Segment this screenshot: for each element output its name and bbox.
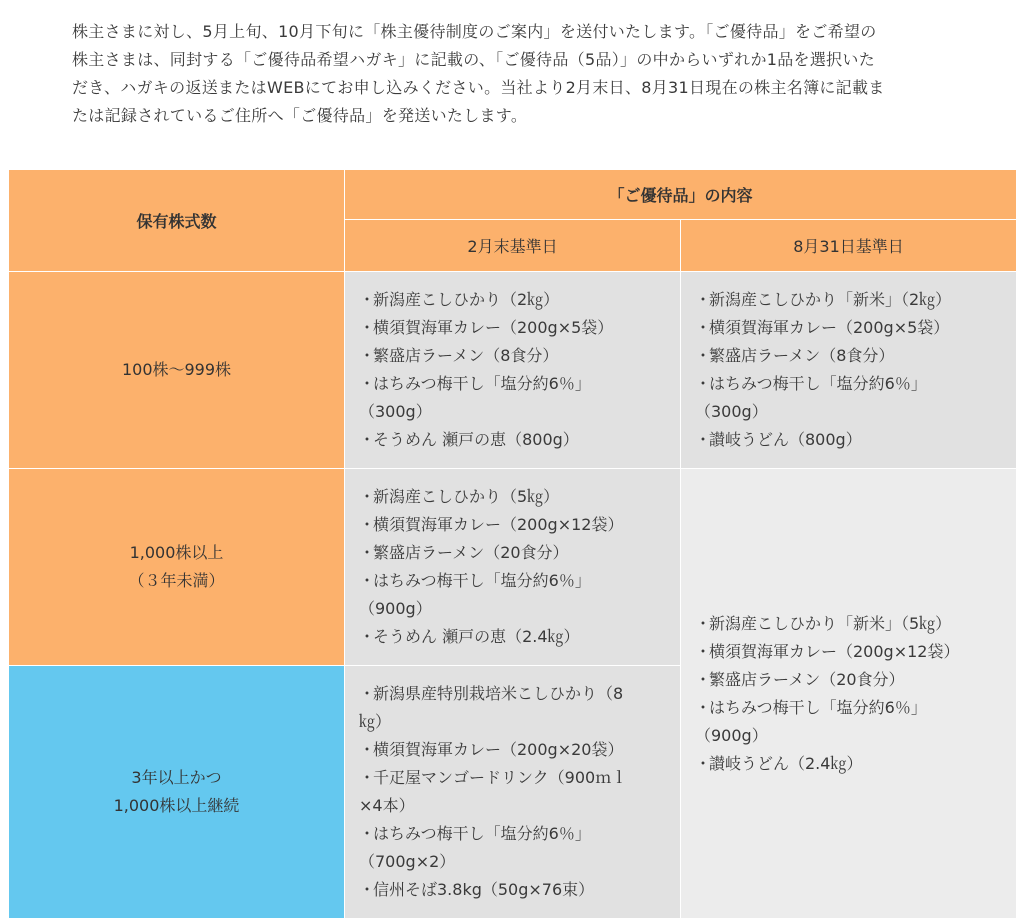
list-item: ・はちみつ梅干し「塩分約6％」 bbox=[359, 374, 591, 393]
header-aug: 8月31日基準日 bbox=[681, 220, 1017, 272]
list-item: ・新潟産こしひかり「新米」（2㎏） bbox=[695, 290, 952, 309]
list-item-continuation: （700g×2） bbox=[359, 852, 456, 871]
list-item: ・新潟産こしひかり「新米」（5㎏） bbox=[695, 613, 952, 633]
list-item: ・繁盛店ラーメン（8食分） bbox=[359, 346, 559, 365]
row-label-line: 100株～999株 bbox=[121, 360, 232, 379]
list-item: ・横須賀海軍カレー（200g×12袋） bbox=[695, 641, 960, 661]
list-item-continuation: ×4本） bbox=[359, 796, 415, 815]
list-item: ・はちみつ梅干し「塩分約6％」 bbox=[359, 571, 591, 590]
list-item: ・そうめん 瀬戸の恵（800g） bbox=[359, 430, 579, 449]
intro-line: たは記録されているご住所へ「ご優待品」を発送いたします。 bbox=[72, 106, 528, 125]
list-item: ・横須賀海軍カレー（200g×5袋） bbox=[359, 318, 614, 337]
list-item: ・横須賀海軍カレー（200g×5袋） bbox=[695, 318, 950, 337]
feb-list-row1 bbox=[345, 272, 680, 468]
list-item: ・新潟産こしひかり（2㎏） bbox=[359, 290, 560, 309]
list-item: ・新潟産こしひかり（5㎏） bbox=[359, 487, 560, 506]
list-item: ・讃岐うどん（800g） bbox=[695, 430, 862, 449]
row-label-3yr-1000-plus bbox=[9, 666, 345, 919]
list-item: ・横須賀海軍カレー（200g×20袋） bbox=[359, 740, 624, 759]
aug-cell-row1 bbox=[681, 272, 1017, 469]
list-item: ・はちみつ梅干し「塩分約6％」 bbox=[359, 824, 591, 843]
intro-line: 株主さまに対し、5月上旬、10月下旬に「株主優待制度のご案内」を送付いたします。「ご優待品」をご希望の bbox=[72, 22, 877, 41]
list-item: ・横須賀海軍カレー（200g×12袋） bbox=[359, 515, 624, 534]
row-label-line: 1,000株以上 bbox=[129, 543, 224, 562]
row-label-100-999 bbox=[9, 272, 345, 469]
row-label-line: 1,000株以上継続 bbox=[113, 796, 240, 815]
benefits-table bbox=[8, 169, 1017, 919]
list-item-continuation: ㎏） bbox=[359, 712, 392, 731]
intro-text bbox=[72, 18, 972, 130]
list-item: ・信州そば3.8kg（50g×76束） bbox=[359, 880, 595, 899]
header-feb: 2月末基準日 bbox=[345, 220, 681, 272]
feb-cell-row2 bbox=[345, 469, 681, 666]
list-item: ・繁盛店ラーメン（20食分） bbox=[359, 543, 569, 562]
list-item-continuation: （300g） bbox=[695, 402, 768, 421]
list-item: ・はちみつ梅干し「塩分約6％」 bbox=[695, 374, 927, 393]
aug-list-row1 bbox=[681, 272, 1016, 468]
list-item: ・新潟県産特別栽培米こしひかり（8 bbox=[359, 684, 624, 703]
list-item: ・千疋屋マンゴードリンク（900ｍｌ bbox=[359, 768, 628, 787]
list-item: ・繁盛店ラーメン（8食分） bbox=[695, 346, 895, 365]
list-item: ・繁盛店ラーメン（20食分） bbox=[695, 669, 905, 689]
list-item-continuation: （900g） bbox=[359, 599, 432, 618]
intro-line: だき、ハガキの返送またはWEBにてお申し込みください。当社より2月末日、8月31日現在の株主名簿に記載ま bbox=[72, 78, 885, 97]
aug-list-row2-3 bbox=[681, 596, 1016, 792]
list-item: ・讃岐うどん（2.4㎏） bbox=[695, 753, 863, 773]
row-label-line: （３年未満） bbox=[128, 571, 225, 590]
aug-cell-row2-3 bbox=[681, 469, 1017, 919]
list-item: ・はちみつ梅干し「塩分約6％」 bbox=[695, 697, 927, 717]
feb-list-row3 bbox=[345, 666, 680, 918]
intro-line: 株主さまは、同封する「ご優待品希望ハガキ」に記載の、「ご優待品（5品）」の中からいずれか1品を選択いた bbox=[72, 50, 876, 69]
list-item: ・そうめん 瀬戸の恵（2.4㎏） bbox=[359, 627, 580, 646]
header-shares: 保有株式数 bbox=[9, 170, 345, 272]
header-contents: 「ご優待品」の内容 bbox=[345, 170, 1017, 220]
feb-list-row2 bbox=[345, 469, 680, 665]
list-item-continuation: （300g） bbox=[359, 402, 432, 421]
list-item-continuation: （900g） bbox=[695, 725, 768, 745]
feb-cell-row1 bbox=[345, 272, 681, 469]
row-label-line: 3年以上かつ bbox=[131, 768, 222, 787]
feb-cell-row3 bbox=[345, 666, 681, 919]
row-label-1000-plus bbox=[9, 469, 345, 666]
